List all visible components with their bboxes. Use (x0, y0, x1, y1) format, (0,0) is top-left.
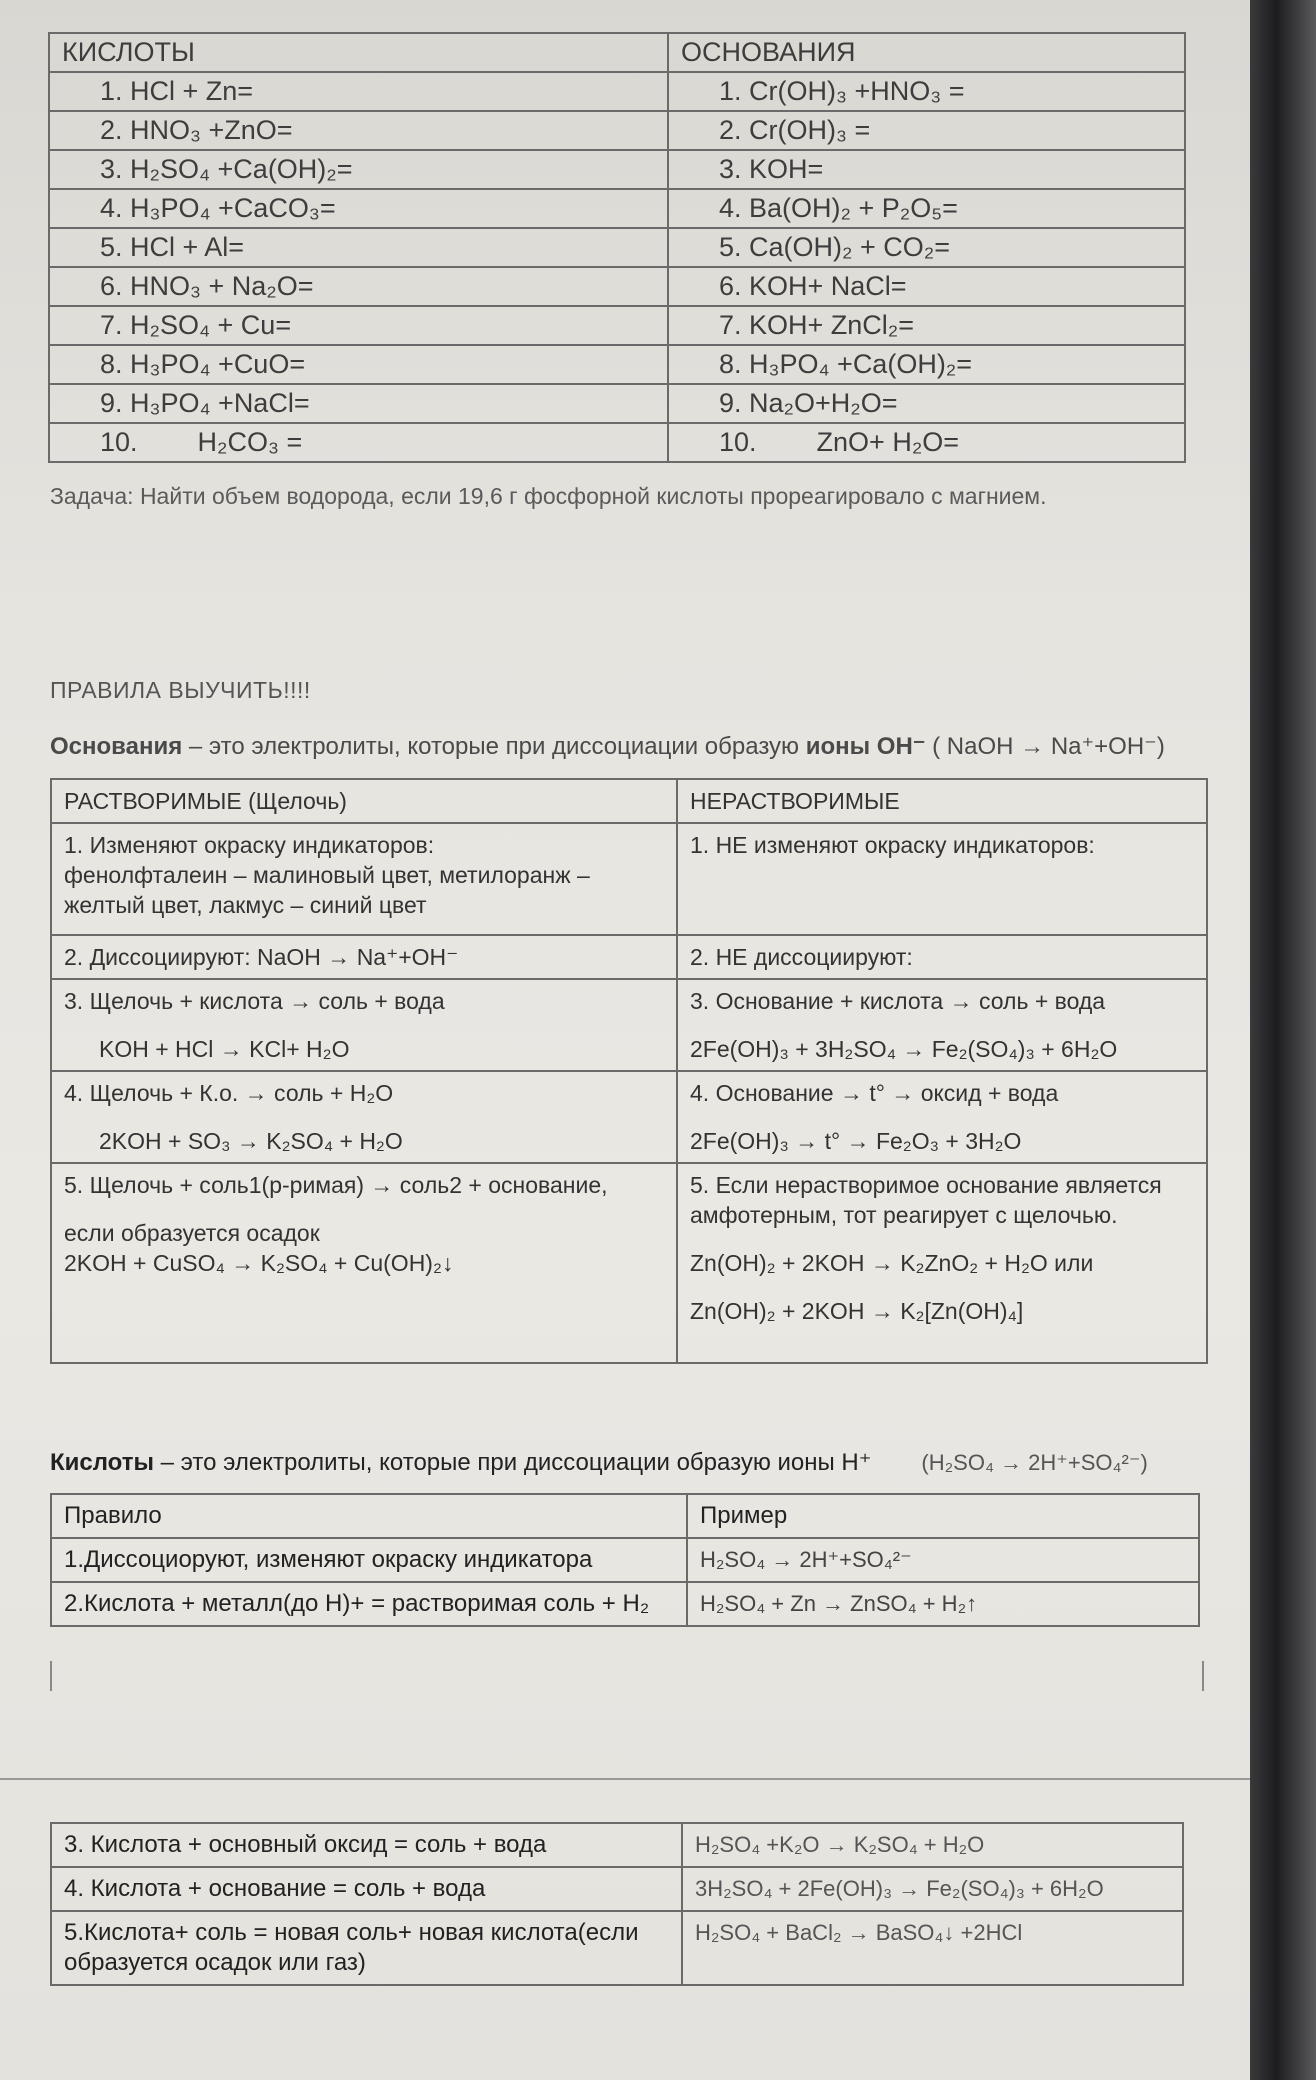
acid-cell: 6. HNO₃ + Na₂O= (49, 267, 668, 306)
rule-cell: 2.Кислота + металл(до H)+ = растворимая соль + H₂ (51, 1582, 687, 1626)
table-row (49, 267, 1185, 306)
acids-term: Кислоты (50, 1449, 154, 1476)
table-row (51, 979, 1207, 1071)
base-cell: 10. ZnO+ H₂O= (668, 423, 1185, 462)
rule-title: 4. Щелочь + К.о. → соль + H₂O (64, 1080, 394, 1106)
table-header-row (51, 1494, 1199, 1538)
bases-def-text: – это электролиты, которые при диссоциации образую (182, 733, 806, 760)
example-cell: 3H₂SO₄ + 2Fe(OH)₃ → Fe₂(SO₄)₃ + 6H₂O (682, 1867, 1183, 1911)
header-bases: ОСНОВАНИЯ (668, 33, 1185, 72)
rule-cell (51, 1163, 677, 1363)
rule-title: 5. Если нерастворимое основание является амфотерным, тот реагирует с щелочью. (690, 1172, 1162, 1228)
rule-title: 3. Основание + кислота → соль + вода (690, 988, 1106, 1014)
acids-rules-table-continued (50, 1822, 1184, 1986)
header-example: Пример (687, 1494, 1199, 1538)
acid-cell: 10. H₂CO₃ = (49, 423, 668, 462)
rule-cell: 5.Кислота+ соль = новая соль+ новая кислота(если образуется осадок или газ) (51, 1911, 682, 1985)
rule-title: 2. НЕ диссоциируют: (690, 944, 913, 970)
table-header-row (49, 33, 1185, 72)
table-row (49, 189, 1185, 228)
acids-def-formula: (H₂SO₄ → 2H⁺+SO₄²⁻) (921, 1450, 1148, 1475)
header-rule: Правило (51, 1494, 687, 1538)
rule-title: 4. Основание → t° → оксид + вода (690, 1080, 1059, 1106)
rule-title: 5. Щелочь + соль1(р-римая) → соль2 + основание, (64, 1172, 608, 1198)
rule-cell (51, 979, 677, 1071)
table-row (49, 306, 1185, 345)
table-header-row (51, 779, 1207, 823)
table-row (51, 823, 1207, 935)
page-break-line (0, 1778, 1250, 1780)
rule-example: 2Fe(OH)₃ + 3H₂SO₄ → Fe₂(SO₄)₃ + 6H₂O (690, 1036, 1118, 1062)
table-row (49, 72, 1185, 111)
task-text: Задача: Найти объем водорода, если 19,6 г фосфорной кислоты прореагировало с магнием. (50, 483, 1047, 509)
bases-rules-table (50, 778, 1208, 1364)
example-cell: H₂SO₄ + Zn → ZnSO₄ + H₂↑ (687, 1582, 1199, 1626)
acids-definition (50, 1448, 1148, 1477)
table-row (49, 384, 1185, 423)
rule-detail: фенолфталеин – малиновый цвет, метилоранж – желтый цвет, лакмус – синий цвет (64, 862, 590, 918)
rule-cell (677, 1163, 1207, 1363)
acids-def-text: – это электролиты, которые при диссоциации образую ионы H⁺ (154, 1449, 872, 1476)
rule-title: 1. Изменяют окраску индикаторов: (64, 832, 435, 858)
rule-cell: 3. Кислота + основный оксид = соль + вода (51, 1823, 682, 1867)
bases-term: Основания (50, 733, 183, 760)
table-row (49, 150, 1185, 189)
rule-title: 1. НЕ изменяют окраску индикаторов: (690, 832, 1095, 858)
base-cell: 5. Ca(OH)₂ + CO₂= (668, 228, 1185, 267)
rule-cell (51, 823, 677, 935)
table-row (51, 935, 1207, 979)
acid-cell: 3. H₂SO₄ +Ca(OH)₂= (49, 150, 668, 189)
rule-cell (51, 935, 677, 979)
base-cell: 9. Na₂O+H₂O= (668, 384, 1185, 423)
acid-cell: 4. H₃PO₄ +CaCO₃= (49, 189, 668, 228)
table-row (51, 1071, 1207, 1163)
header-soluble: РАСТВОРИМЫЕ (Щелочь) (51, 779, 677, 823)
table-row (49, 345, 1185, 384)
rule-example: Zn(OH)₂ + 2KOH → K₂ZnO₂ + H₂O или (690, 1250, 1094, 1276)
table-row (51, 1823, 1183, 1867)
bases-ions: ионы OH⁻ (805, 733, 926, 760)
example-cell: H₂SO₄ +K₂O → K₂SO₄ + H₂O (682, 1823, 1183, 1867)
base-cell: 4. Ba(OH)₂ + P₂O₅= (668, 189, 1185, 228)
table-continuation (50, 1661, 1204, 1691)
reactions-table (48, 32, 1186, 463)
table-row (51, 1867, 1183, 1911)
rule-cell: 4. Кислота + основание = соль + вода (51, 1867, 682, 1911)
bases-definition (50, 732, 1165, 761)
rule-cell (677, 935, 1207, 979)
rule-condition: если образуется осадок (64, 1220, 320, 1246)
table-row (51, 1582, 1199, 1626)
base-cell: 6. KOH+ NaCl= (668, 267, 1185, 306)
acid-cell: 1. HCl + Zn= (49, 72, 668, 111)
base-cell: 8. H₃PO₄ +Ca(OH)₂= (668, 345, 1185, 384)
example-cell: H₂SO₄ → 2H⁺+SO₄²⁻ (687, 1538, 1199, 1582)
rules-heading: ПРАВИЛА ВЫУЧИТЬ!!!! (50, 677, 311, 703)
rule-cell (677, 1071, 1207, 1163)
table-row (51, 1538, 1199, 1582)
rule-example: 2KOH + SO₃ → K₂SO₄ + H₂O (99, 1128, 403, 1154)
table-row (51, 1911, 1183, 1985)
base-cell: 7. KOH+ ZnCl₂= (668, 306, 1185, 345)
rule-title: 3. Щелочь + кислота → соль + вода (64, 988, 445, 1014)
acid-cell: 2. HNO₃ +ZnO= (49, 111, 668, 150)
device-edge (1250, 0, 1316, 2080)
rule-cell: 1.Диссоциоруют, изменяют окраску индикатора (51, 1538, 687, 1582)
header-insoluble: НЕРАСТВОРИМЫЕ (677, 779, 1207, 823)
rule-example: 2KOH + CuSO₄ → K₂SO₄ + Cu(OH)₂↓ (64, 1250, 454, 1276)
table-row (51, 1163, 1207, 1363)
acid-cell: 8. H₃PO₄ +CuO= (49, 345, 668, 384)
table-row (49, 228, 1185, 267)
acid-cell: 9. H₃PO₄ +NaCl= (49, 384, 668, 423)
rule-example: 2Fe(OH)₃ → t° → Fe₂O₃ + 3H₂O (690, 1128, 1022, 1154)
acid-cell: 5. HCl + Al= (49, 228, 668, 267)
base-cell: 3. KOH= (668, 150, 1185, 189)
rule-cell (677, 979, 1207, 1071)
rule-example: KOH + HCl → KCl+ H₂O (99, 1036, 350, 1062)
base-cell: 2. Cr(OH)₃ = (668, 111, 1185, 150)
bases-def-formula: ( NaOH → Na⁺+OH⁻) (925, 733, 1165, 760)
base-cell: 1. Cr(OH)₃ +HNO₃ = (668, 72, 1185, 111)
rule-cell (51, 1071, 677, 1163)
table-row (49, 423, 1185, 462)
header-acids: КИСЛОТЫ (49, 33, 668, 72)
rule-cell (677, 823, 1207, 935)
rule-example: Zn(OH)₂ + 2KOH → K₂[Zn(OH)₄] (690, 1298, 1024, 1324)
acids-rules-table (50, 1493, 1200, 1627)
acid-cell: 7. H₂SO₄ + Cu= (49, 306, 668, 345)
table-row (49, 111, 1185, 150)
rule-title: 2. Диссоциируют: NaOH → Na⁺+OH⁻ (64, 944, 459, 970)
example-cell: H₂SO₄ + BaCl₂ → BaSO₄↓ +2HCl (682, 1911, 1183, 1985)
